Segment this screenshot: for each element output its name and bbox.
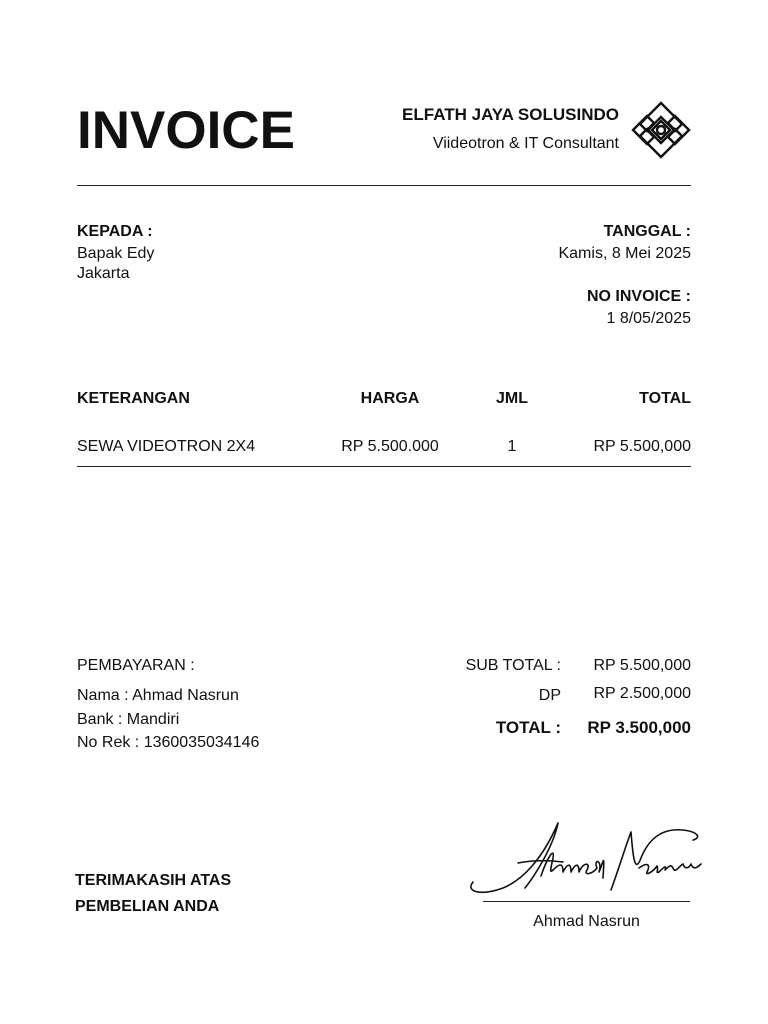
- signature-line: [483, 901, 690, 902]
- payment-bank: Bank : Mandiri: [77, 711, 180, 728]
- dp-value: RP 2.500,000: [593, 685, 691, 702]
- invoice-number-value: 1 8/05/2025: [606, 310, 691, 327]
- subtotal-value: RP 5.500,000: [593, 657, 691, 674]
- header-divider: [77, 185, 691, 186]
- dp-label: DP: [538, 687, 561, 704]
- handwritten-signature: [463, 818, 703, 898]
- company-name: ELFATH JAYA SOLUSINDO: [402, 105, 619, 124]
- payment-account-number: No Rek : 1360035034146: [77, 734, 260, 751]
- company-tagline: Viideotron & IT Consultant: [432, 135, 619, 152]
- column-header-price: HARGA: [360, 390, 420, 407]
- company-logo-icon: [630, 100, 692, 160]
- payment-account-name: Nama : Ahmad Nasrun: [77, 687, 239, 704]
- invoice-number-label: NO INVOICE :: [586, 288, 691, 305]
- bill-to-name: Bapak Edy: [77, 245, 155, 262]
- total-label: TOTAL :: [495, 718, 561, 737]
- total-value: RP 3.500,000: [587, 718, 691, 737]
- column-header-total: TOTAL: [639, 390, 691, 407]
- table-row-description: SEWA VIDEOTRON 2X4: [77, 438, 256, 455]
- subtotal-label: SUB TOTAL :: [465, 657, 561, 674]
- column-header-description: KETERANGAN: [77, 390, 190, 407]
- table-row-price: RP 5.500.000: [341, 438, 439, 455]
- signatory-name: Ahmad Nasrun: [533, 913, 640, 930]
- payment-label: PEMBAYARAN :: [77, 657, 195, 674]
- table-row-qty: 1: [507, 438, 517, 455]
- thank-you-line-1: TERIMAKASIH ATAS: [75, 872, 232, 889]
- date-label: TANGGAL :: [603, 223, 691, 240]
- table-row-total: RP 5.500,000: [593, 438, 691, 455]
- column-header-qty: JML: [496, 390, 528, 407]
- thank-you-line-2: PEMBELIAN ANDA: [75, 898, 220, 915]
- table-divider: [77, 466, 691, 467]
- invoice-title: INVOICE: [77, 101, 295, 160]
- date-value: Kamis, 8 Mei 2025: [558, 245, 691, 262]
- bill-to-city: Jakarta: [77, 265, 130, 282]
- bill-to-label: KEPADA :: [77, 223, 153, 240]
